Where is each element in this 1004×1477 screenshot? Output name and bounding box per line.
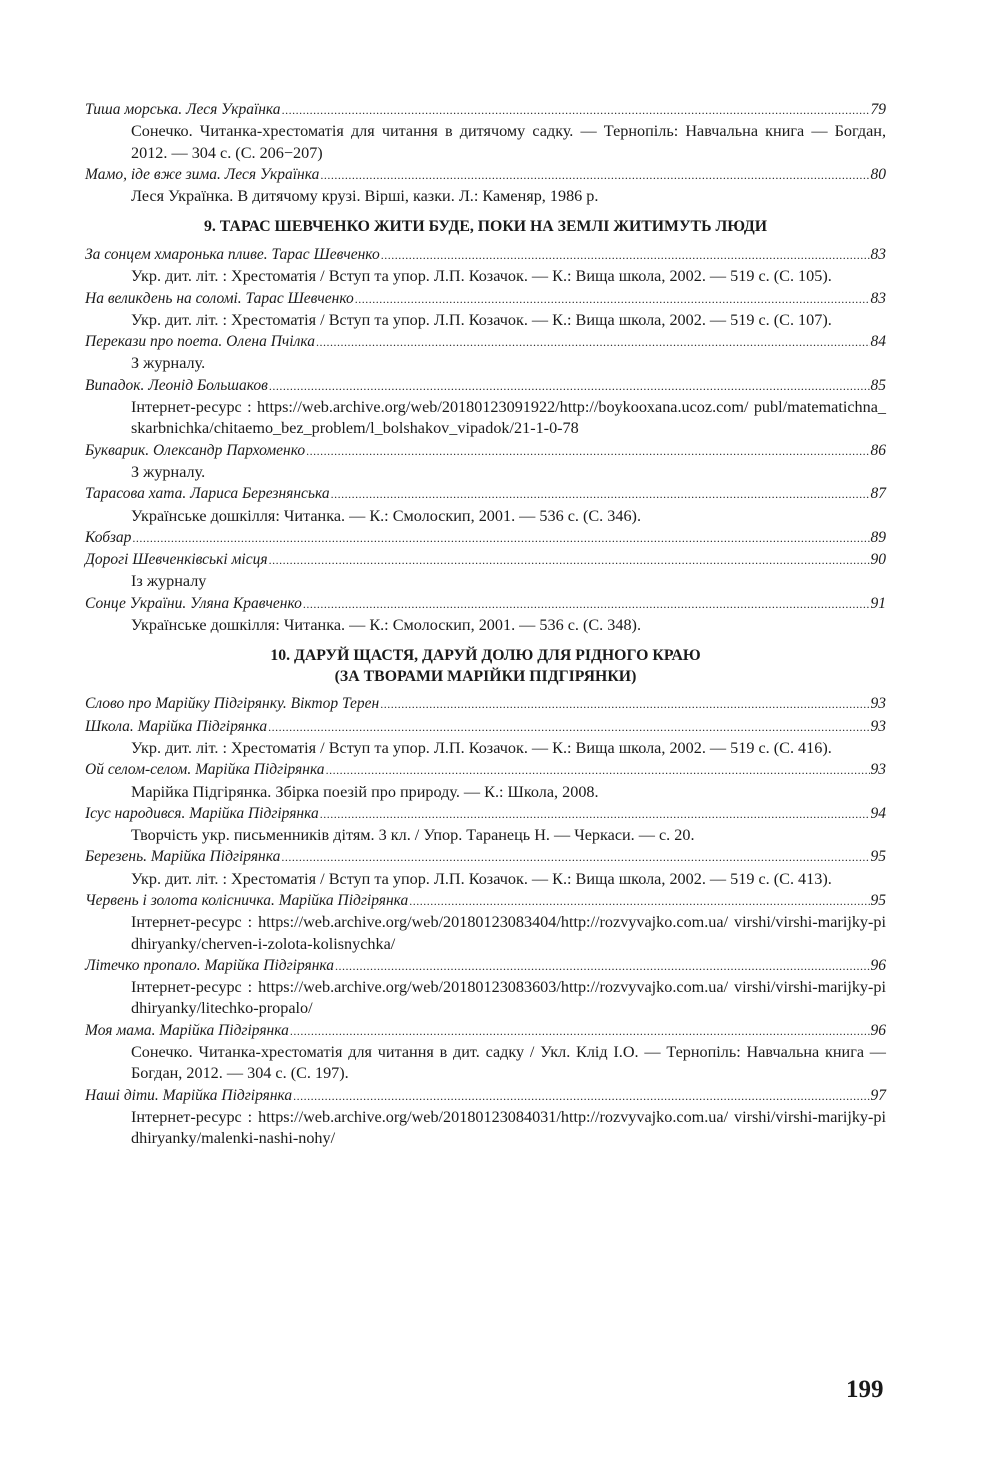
dot-leader: [320, 803, 870, 825]
dot-leader: [331, 483, 870, 505]
toc-entry: [85, 803, 886, 847]
toc-line: [85, 440, 886, 462]
toc-entry: [85, 759, 886, 803]
toc-line: [85, 288, 886, 310]
toc-entry: [85, 716, 886, 760]
dot-leader: [409, 890, 869, 912]
toc-page-number: 93: [870, 717, 886, 735]
section-heading-9: [85, 217, 886, 238]
toc-page-number: 84: [870, 333, 886, 351]
dot-leader: [335, 955, 869, 977]
toc-page-number: 83: [870, 245, 886, 263]
dot-leader: [303, 593, 870, 615]
toc-title: Червень і золота колісничка. Марійка Підгірянка: [85, 892, 409, 909]
dot-leader: [132, 527, 869, 549]
toc-line: [85, 244, 886, 266]
toc-line: [85, 890, 886, 912]
toc-entry: [85, 375, 886, 440]
toc-entry: [85, 846, 886, 890]
section-heading-text: 10. ДАРУЙ ЩАСТЯ, ДАРУЙ ДОЛЮ ДЛЯ РІДНОГО КРАЮ: [270, 647, 701, 665]
toc-title: Перекази про поета. Олена Пчілка: [85, 333, 315, 351]
toc-title: На великдень на соломі. Тарас Шевченко: [85, 289, 354, 307]
table-of-contents: [85, 99, 886, 1150]
toc-line: [85, 846, 886, 868]
toc-line: [85, 716, 886, 738]
toc-line: [85, 1085, 886, 1107]
toc-source: З журналу.: [131, 462, 206, 481]
toc-line: [85, 593, 886, 615]
toc-title: За сонцем хмаронька пливе. Тарас Шевченко: [85, 245, 380, 263]
dot-leader: [320, 164, 869, 186]
toc-title: Випадок. Леонід Большаков: [85, 376, 268, 394]
toc-entry: [85, 483, 886, 527]
toc-source: Укр. дит. літ. : Хрестоматія / Вступ та упор. Л.П. Козачок. — К.: Вища школа, 2002. — 519 с. (С. 416).: [131, 738, 832, 757]
toc-entry: [85, 890, 886, 955]
toc-title: Кобзар: [85, 528, 132, 546]
toc-entry: [85, 527, 886, 549]
toc-entry: [85, 99, 886, 164]
page-number: 199: [846, 1376, 884, 1403]
toc-entry: [85, 1085, 886, 1150]
toc-line: [85, 375, 886, 397]
toc-entry: [85, 440, 886, 484]
toc-page-number: 97: [870, 1086, 886, 1104]
toc-page-number: 95: [870, 848, 886, 866]
toc-page-number: 95: [870, 892, 886, 909]
toc-title: Мамо, іде вже зима. Леся Українка: [85, 165, 320, 183]
toc-source: Укр. дит. літ. : Хрестоматія / Вступ та упор. Л.П. Козачок. — К.: Вища школа, 2002. — 519 с. (С. 107).: [131, 310, 832, 329]
toc-page-number: 90: [870, 551, 886, 569]
toc-source: Інтернет-ресурс : https://web.archive.org/web/20180123083603/http://rozvyvajko.com.ua/ virshi/virshi-marijky-pidhiryanky/litechko-propalo/: [131, 978, 886, 1018]
toc-title: Ой селом-селом. Марійка Підгірянка: [85, 761, 325, 779]
toc-title: Тиша морська. Леся Українка: [85, 101, 281, 118]
toc-page-number: 89: [870, 528, 886, 546]
toc-title: Літечко пропало. Марійка Підгірянка: [85, 956, 335, 974]
toc-line: [85, 527, 886, 549]
toc-line: [85, 99, 886, 121]
toc-line: [85, 693, 886, 715]
toc-page-number: 91: [870, 594, 886, 612]
dot-leader: [281, 846, 869, 868]
toc-title: Моя мама. Марійка Підгірянка: [85, 1021, 289, 1039]
toc-title: Дорогі Шевченківські місця: [85, 551, 268, 569]
toc-line: [85, 803, 886, 825]
toc-page-number: 79: [870, 101, 886, 118]
dot-leader: [269, 549, 870, 571]
dot-leader: [269, 375, 870, 397]
toc-source: Укр. дит. літ. : Хрестоматія / Вступ та упор. Л.П. Козачок. — К.: Вища школа, 2002. — 519 с. (С. 413).: [131, 869, 832, 888]
toc-line: [85, 483, 886, 505]
toc-source: Інтернет-ресурс : https://web.archive.org/web/20180123083404/http://rozvyvajko.com.ua/ virshi/virshi-marijky-pidhiryanky/cherven-i-zolota-kolisnychka/: [131, 913, 886, 953]
toc-group-top: [85, 99, 886, 207]
dot-leader: [316, 331, 870, 353]
toc-entry: [85, 593, 886, 637]
section-heading-10: [85, 646, 886, 687]
dot-leader: [290, 1020, 870, 1042]
toc-line: [85, 955, 886, 977]
toc-page-number: 80: [870, 165, 886, 183]
section-heading-text: 9. ТАРАС ШЕВЧЕНКО ЖИТИ БУДЕ, ПОКИ НА ЗЕМЛІ ЖИТИМУТЬ ЛЮДИ: [203, 218, 768, 236]
toc-entry: [85, 288, 886, 332]
toc-line: [85, 331, 886, 353]
toc-source: Українське дошкілля: Читанка. — К.: Смолоскип, 2001. — 536 с. (С. 348).: [131, 616, 641, 635]
toc-page-number: 87: [870, 485, 886, 503]
toc-source: Сонечко. Читанка-хрестоматія для читання в дитячому садку. — Тернопіль: Навчальна книга — Богдан, 2012. — 304 с. (С. 206−207): [131, 122, 886, 162]
toc-page-number: 93: [870, 761, 886, 779]
toc-page-number: 93: [870, 695, 886, 713]
dot-leader: [268, 716, 869, 738]
dot-leader: [380, 693, 869, 715]
toc-page-number: 94: [870, 804, 886, 822]
toc-source: Сонечко. Читанка-хрестоматія для читання в дит. садку / Укл. Клід І.О. — Тернопіль: Навчальна книга — Богдан, 2012. — 304 с. (С. 197).: [131, 1043, 886, 1083]
toc-title: Сонце України. Уляна Кравченко: [85, 594, 302, 612]
dot-leader: [381, 244, 870, 266]
toc-entry: [85, 244, 886, 288]
toc-page-number: 86: [870, 441, 886, 459]
toc-title: Школа. Марійка Підгірянка: [85, 717, 268, 735]
toc-source: Леся Українка. В дитячому крузі. Вірші, казки. Л.: Каменяр, 1986 р.: [131, 187, 599, 206]
toc-source: Укр. дит. літ. : Хрестоматія / Вступ та упор. Л.П. Козачок. — К.: Вища школа, 2002. — 519 с. (С. 105).: [131, 267, 832, 286]
toc-group-section-9: [85, 244, 886, 636]
toc-source: Творчість укр. письменників дітям. 3 кл. / Упор. Таранець Н. — Черкаси. — с. 20.: [131, 826, 695, 845]
dot-leader: [355, 288, 870, 310]
toc-source: Із журналу: [131, 572, 207, 591]
toc-title: Тарасова хата. Лариса Березнянська: [85, 485, 330, 503]
toc-entry: [85, 1020, 886, 1085]
dot-leader: [306, 440, 869, 462]
toc-line: [85, 549, 886, 571]
dot-leader: [282, 99, 870, 121]
toc-entry: [85, 549, 886, 593]
toc-title: Березень. Марійка Підгірянка: [85, 848, 281, 866]
toc-source: Інтернет-ресурс : https://web.archive.org/web/20180123084031/http://rozvyvajko.com.ua/ virshi/virshi-marijky-pidhiryanky/malenki-nashi-nohy/: [131, 1107, 886, 1148]
toc-entry: [85, 955, 886, 1020]
toc-entry: [85, 693, 886, 715]
toc-entry: [85, 331, 886, 375]
toc-group-section-10: [85, 693, 886, 1149]
toc-source: З журналу.: [131, 354, 206, 373]
toc-page-number: 96: [870, 956, 886, 974]
toc-source: Інтернет-ресурс : https://web.archive.org/web/20180123091922/http://boykooxana.ucoz.com/ publ/matematichna_skarbnichka/chitaemo_bez_problem/l_bolshakov_vipadok/21-1-0-78: [131, 398, 886, 438]
toc-source: Українське дошкілля: Читанка. — К.: Смолоскип, 2001. — 536 с. (С. 346).: [131, 506, 641, 525]
toc-page-number: 96: [870, 1021, 886, 1039]
dot-leader: [326, 759, 870, 781]
toc-line: [85, 1020, 886, 1042]
toc-line: [85, 164, 886, 186]
toc-title: Ісус народився. Марійка Підгірянка: [85, 804, 319, 822]
section-heading-subtext: (ЗА ТВОРАМИ МАРІЙКИ ПІДГІРЯНКИ): [334, 667, 637, 685]
toc-source: Марійка Підгірянка. Збірка поезій про природу. — К.: Школа, 2008.: [131, 782, 599, 801]
toc-page-number: 83: [870, 289, 886, 307]
dot-leader: [293, 1085, 869, 1107]
toc-title: Наші діти. Марійка Підгірянка: [85, 1086, 293, 1104]
toc-title: Букварик. Олександр Пархоменко: [85, 441, 306, 459]
toc-entry: [85, 164, 886, 208]
toc-title: Слово про Марійку Підгірянку. Віктор Терен: [85, 695, 380, 713]
toc-page-number: 85: [870, 376, 886, 394]
toc-line: [85, 759, 886, 781]
